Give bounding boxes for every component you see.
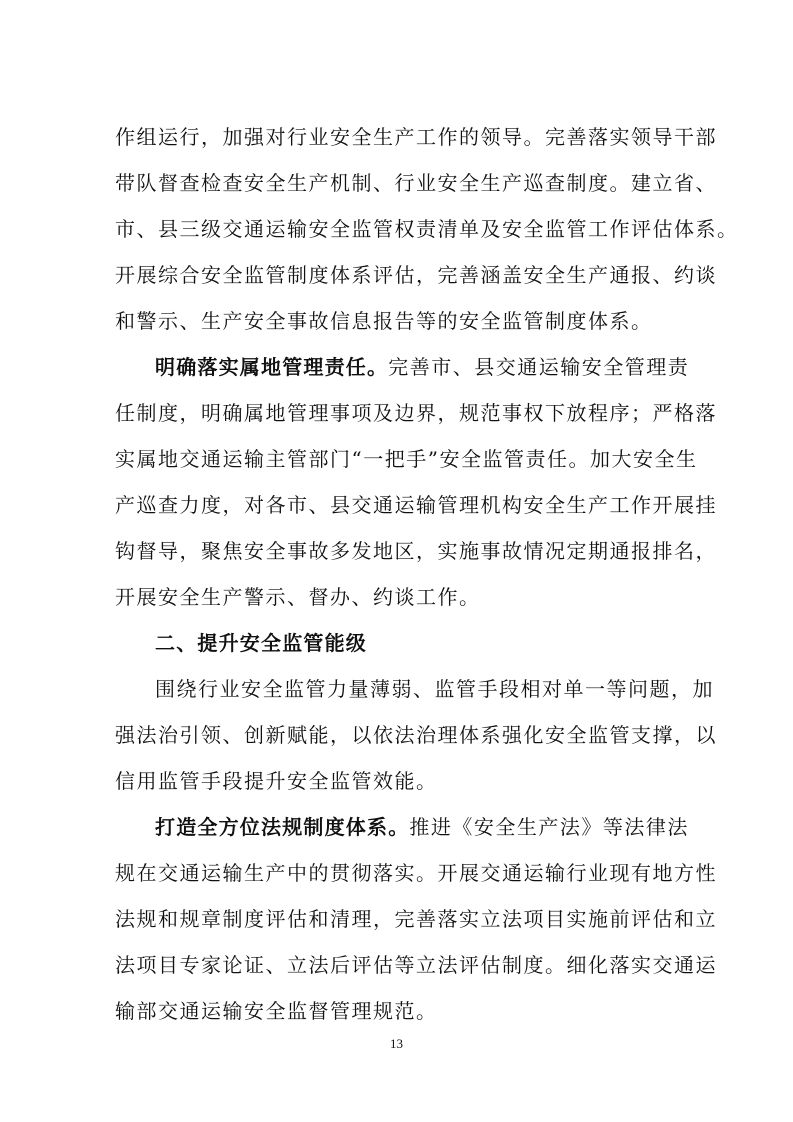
text-line: 开展安全生产警示、督办、约谈工作。 [115, 585, 481, 609]
text-line: 钩督导，聚焦安全事故多发地区，实施事故情况定期通报排名， [115, 539, 717, 563]
text-line: 产巡查力度，对各市、县交通运输管理机构安全生产工作开展挂 [115, 493, 717, 517]
text-line [155, 812, 689, 842]
lead-continuation: 完善市、县交通运输安全管理责 [388, 355, 690, 379]
text-line: 输部交通运输安全监督管理规范。 [115, 999, 438, 1023]
lead-continuation: 推进《安全生产法》等法律法 [409, 815, 689, 839]
bold-lead: 明确落实属地管理责任。 [155, 355, 389, 379]
text-line: 和警示、生产安全事故信息报告等的安全监管制度体系。 [115, 309, 653, 333]
text-line: 强法治引领、创新赋能，以依法治理体系强化安全监管支撑，以 [115, 723, 717, 747]
text-line: 开展综合安全监管制度体系评估，完善涵盖安全生产通报、约谈 [115, 263, 717, 287]
text-line: 信用监管手段提升安全监管效能。 [115, 769, 438, 793]
text-line: 法规和规章制度评估和清理，完善落实立法项目实施前评估和立 [115, 907, 717, 931]
text-line: 法项目专家论证、立法后评估等立法评估制度。细化落实交通运 [115, 953, 717, 977]
text-line: 实属地交通运输主管部门“一把手”安全监管责任。加大安全生 [115, 447, 698, 471]
text-line: 任制度，明确属地管理事项及边界，规范事权下放程序；严格落 [115, 401, 717, 425]
text-line: 带队督查检查安全生产机制、行业安全生产巡查制度。建立省、 [115, 171, 717, 195]
text-line: 规在交通运输生产中的贯彻落实。开展交通运输行业现有地方性 [115, 861, 717, 885]
bold-lead: 打造全方位法规制度体系。 [155, 815, 410, 839]
page-number: 13 [390, 1036, 403, 1051]
text-line: 作组运行，加强对行业安全生产工作的领导。完善落实领导干部 [115, 125, 717, 149]
section-heading: 二、提升安全监管能级 [155, 631, 367, 655]
text-line: 围绕行业安全监管力量薄弱、监管手段相对单一等问题，加 [155, 677, 714, 701]
text-line: 市、县三级交通运输安全监管权责清单及安全监管工作评估体系。 [115, 217, 739, 241]
text-line [155, 352, 689, 382]
